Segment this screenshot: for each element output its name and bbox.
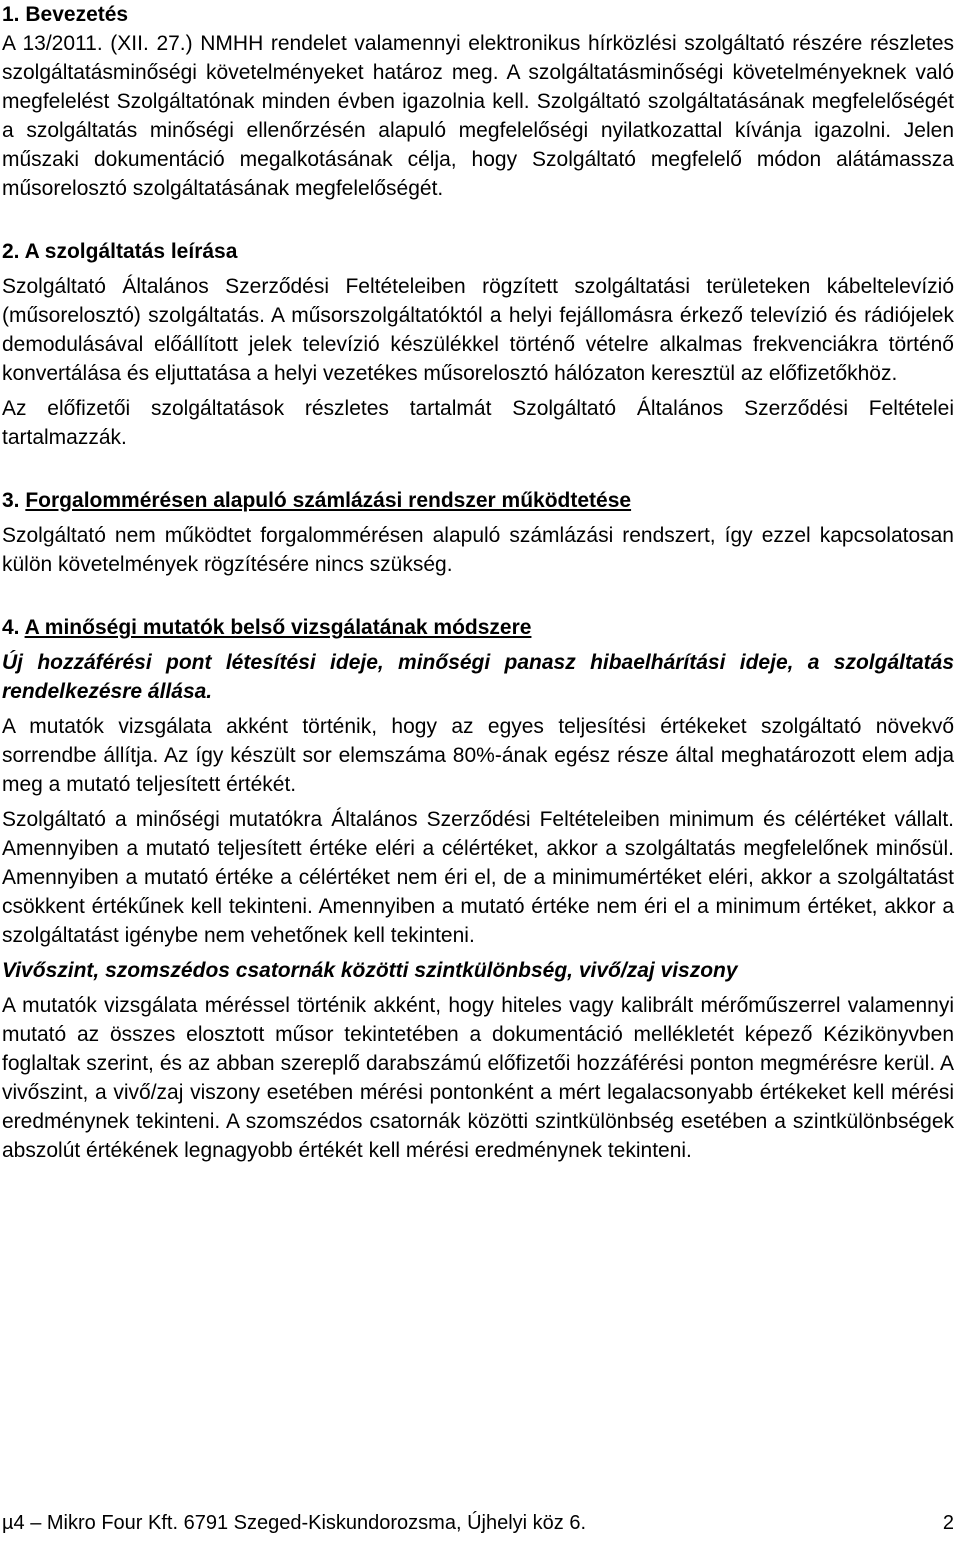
section-3-paragraph-1: Szolgáltató nem működtet forgalommérésen alapuló számlázási rendszert, így ezzel kapcsolatosan külön követelmények rögzítésére nincs szükség. xyxy=(2,524,954,576)
footer-company: µ4 – Mikro Four Kft. 6791 Szeged-Kiskundorozsma, Újhelyi köz 6. xyxy=(2,1512,587,1534)
footer-page-number: 2 xyxy=(942,1512,954,1534)
section-2-heading: 2. A szolgáltatás leírása xyxy=(2,240,238,263)
section-2-paragraph-2: Az előfizetői szolgáltatások részletes tartalmát Szolgáltató Általános Szerződési Feltételei tartalmazzák. xyxy=(2,397,954,449)
section-1-heading: 1. Bevezetés xyxy=(2,3,129,26)
document-page xyxy=(2,0,954,1165)
section-4-heading: 4. A minőségi mutatók belső vizsgálatának módszere xyxy=(2,616,532,639)
section-4-subheading-1: Új hozzáférési pont létesítési ideje, minőségi panasz hibaelhárítási ideje, a szolgáltatás rendelkezésre állása. xyxy=(2,651,954,703)
section-1-paragraph-1: A 13/2011. (XII. 27.) NMHH rendelet valamennyi elektronikus hírközlési szolgáltató részére részletes szolgáltatásminőségi követelményeket határoz meg. A szolgáltatásminőségi követelményeknek való megfelelést Szolgáltatónak minden évben igazolnia kell. Szolgáltató szolgáltatásának megfelelőségét a szolgáltatás minőségi ellenőrzésén alapuló megfelelőségi nyilatkozattal kívánja igazolni. Jelen műszaki dokumentáció megalkotásának célja, hogy Szolgáltató megfelelő módon alátámassza műsorelosztó szolgáltatásának megfelelőségét. xyxy=(2,32,954,200)
section-3-heading: 3. Forgalommérésen alapuló számlázási rendszer működtetése xyxy=(2,489,632,512)
page-footer xyxy=(2,1510,954,1536)
section-4-sub-2-paragraph-1: A mutatók vizsgálata méréssel történik akként, hogy hiteles vagy kalibrált mérőműszerrel valamennyi mutató az összes elosztott műsor tekintetében a dokumentáció mellékletét képező Kézikönyvben foglaltak szerint, és az abban szereplő darabszámú előfizetői hozzáférési ponton megmérésre kerül. A vivőszint, a vivő/zaj viszony esetében mérési pontonként a mért legalacsonyabb értékeket kell mérési eredménynek tekinteni. A szomszédos csatornák közötti szintkülönbség esetében a szintkülönbségek abszolút értékének legnagyobb értékét kell mérési eredménynek tekinteni. xyxy=(2,994,954,1162)
section-4-sub-1-paragraph-1: A mutatók vizsgálata akként történik, hogy az egyes teljesítési értékeket szolgáltató növekvő sorrendbe állítja. Az így készült sor elemszáma 80%-ának egész része által meghatározott elem adja meg a mutató teljesített értékét. xyxy=(2,715,954,796)
section-4-sub-1-paragraph-2: Szolgáltató a minőségi mutatókra Általános Szerződési Feltételeiben minimum és célértéket vállalt. Amennyiben a mutató teljesített értéke eléri a célértéket, akkor a szolgáltatás megfelelőnek minősül. Amennyiben a mutató értéke a célértéket nem éri el, de a minimumértéket eléri, akkor a szolgáltatást csökkent értékűnek kell tekinteni. Amennyiben a mutató értéke nem éri el a minimum értéket, akkor a szolgáltatást igénybe nem vehetőnek kell tekinteni. xyxy=(2,808,954,947)
section-4-subheading-2: Vivőszint, szomszédos csatornák közötti szintkülönbség, vivő/zaj viszony xyxy=(2,959,738,982)
section-2-paragraph-1: Szolgáltató Általános Szerződési Feltételeiben rögzített szolgáltatási területeken kábeltelevízió (műsorelosztó) szolgáltatás. A műsorszolgáltatóktól a helyi fejállomásra érkező televízió és rádiójelek demodulásával előállított jelek televízió készülékkel történő vételre alkalmas frekvenciákra történő konvertálása és eljuttatása a helyi vezetékes műsorelosztó hálózaton keresztül az előfizetőkhöz. xyxy=(2,275,954,385)
